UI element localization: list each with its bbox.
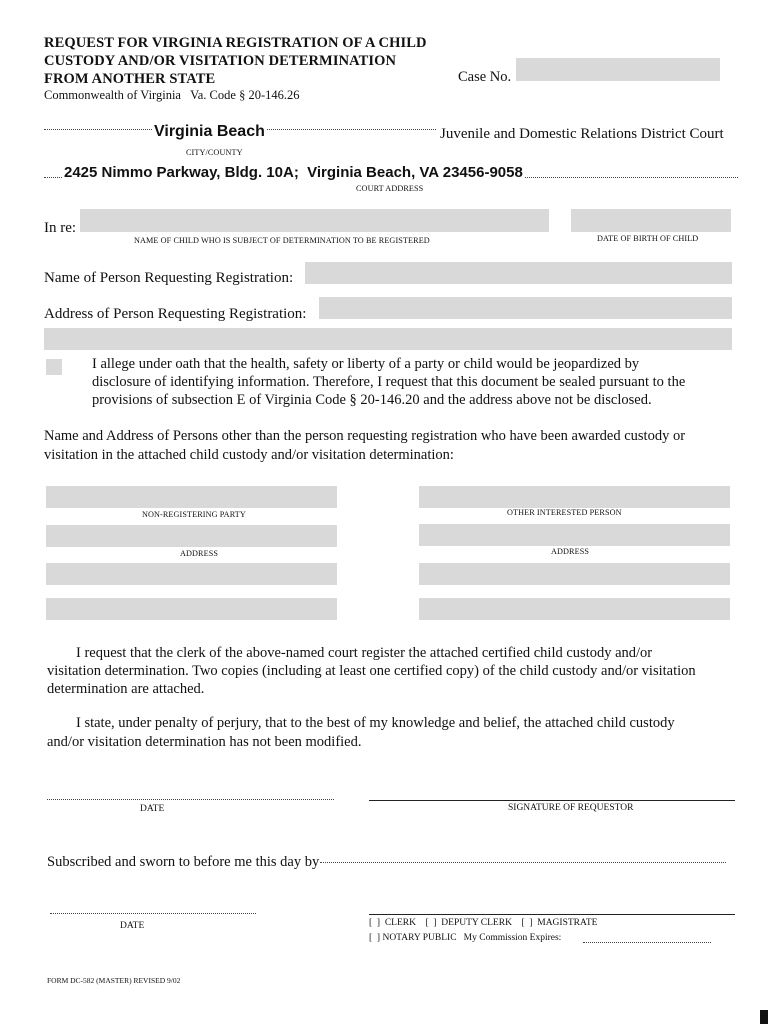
sworn-date-label: DATE	[120, 921, 145, 931]
form-title-line-3: FROM ANOTHER STATE	[44, 71, 216, 87]
sworn-date-line[interactable]	[50, 913, 256, 914]
non-registering-address-field-1[interactable]	[46, 525, 337, 547]
request-paragraph-line-2: visitation determination. Two copies (including at least one certified copy) of the child custody and/or visitation	[47, 663, 696, 679]
commission-expires-line[interactable]	[583, 942, 711, 943]
request-paragraph-line-3: determination are attached.	[47, 681, 205, 697]
perjury-statement-line-2: and/or visitation determination has not been modified.	[47, 734, 362, 750]
case-no-field[interactable]	[516, 58, 720, 81]
signature-label: SIGNATURE OF REQUESTOR	[508, 803, 634, 813]
non-registering-party-field[interactable]	[46, 486, 337, 508]
court-address-label: COURT ADDRESS	[356, 184, 424, 193]
requestor-address-label: Address of Person Requesting Registration:	[44, 306, 307, 322]
non-registering-party-label: NON-REGISTERING PARTY	[142, 510, 246, 519]
notary-commission-label[interactable]: [ ] NOTARY PUBLIC My Commission Expires:	[369, 933, 562, 943]
corner-mark	[760, 1010, 768, 1024]
requestor-name-label: Name of Person Requesting Registration:	[44, 270, 294, 286]
signature-line[interactable]	[369, 800, 735, 801]
child-dob-field[interactable]	[571, 209, 731, 232]
other-interested-person-label: OTHER INTERESTED PERSON	[507, 508, 622, 517]
officer-signature-line[interactable]	[369, 914, 735, 915]
requestor-address-field-1[interactable]	[319, 297, 732, 319]
sworn-statement: Subscribed and sworn to before me this day by	[47, 854, 320, 870]
form-subtitle: Commonwealth of Virginia Va. Code § 20-146.26	[44, 88, 300, 102]
other-interested-person-field[interactable]	[419, 486, 730, 508]
form-title-line-1: REQUEST FOR VIRGINIA REGISTRATION OF A CHILD	[44, 35, 427, 51]
court-type: Juvenile and Domestic Relations District Court	[440, 126, 724, 142]
seal-statement-line-1: I allege under oath that the health, safety or liberty of a party or child would be jeopardized by	[92, 356, 640, 372]
sworn-name-line[interactable]	[320, 862, 726, 863]
other-interested-address-field-3[interactable]	[419, 598, 730, 620]
child-name-field[interactable]	[80, 209, 549, 232]
child-name-label: NAME OF CHILD WHO IS SUBJECT OF DETERMINATION TO BE REGISTERED	[134, 236, 430, 245]
other-interested-address-field-1[interactable]	[419, 524, 730, 546]
court-address-value[interactable]: 2425 Nimmo Parkway, Bldg. 10A; Virginia Beach, VA 23456-9058	[64, 164, 523, 181]
date-label: DATE	[140, 804, 165, 814]
child-dob-label: DATE OF BIRTH OF CHILD	[597, 234, 699, 243]
officer-title-options[interactable]: [ ] CLERK [ ] DEPUTY CLERK [ ] MAGISTRATE	[369, 918, 598, 928]
requestor-address-field-2[interactable]	[44, 328, 732, 350]
other-interested-address-field-2[interactable]	[419, 563, 730, 585]
city-county-label: CITY/COUNTY	[186, 148, 243, 157]
non-registering-address-label: ADDRESS	[180, 549, 219, 558]
perjury-statement-line-1: I state, under penalty of perjury, that to the best of my knowledge and belief, the attached child custody	[76, 715, 675, 731]
requestor-name-field[interactable]	[305, 262, 732, 284]
seal-statement-line-2: disclosure of identifying information. Therefore, I request that this document be sealed pursuant to the	[92, 374, 686, 390]
others-intro-line-1: Name and Address of Persons other than the person requesting registration who have been awarded custody or	[44, 428, 686, 444]
date-line[interactable]	[47, 799, 334, 800]
other-interested-address-label: ADDRESS	[551, 547, 590, 556]
seal-request-checkbox[interactable]	[46, 359, 62, 375]
case-no-label: Case No.	[458, 69, 512, 85]
seal-statement-line-3: provisions of subsection E of Virginia Code § 20-146.20 and the address above not be disclosed.	[92, 392, 652, 408]
non-registering-address-field-3[interactable]	[46, 598, 337, 620]
form-id-footer: FORM DC-582 (MASTER) REVISED 9/02	[47, 976, 181, 985]
others-intro-line-2: visitation in the attached child custody and/or visitation determination:	[44, 447, 454, 463]
request-paragraph-line-1: I request that the clerk of the above-named court register the attached certified child custody and/or	[76, 645, 653, 661]
in-re-label: In re:	[44, 220, 77, 236]
city-county-value[interactable]: Virginia Beach	[154, 123, 265, 140]
non-registering-address-field-2[interactable]	[46, 563, 337, 585]
form-title-line-2: CUSTODY AND/OR VISITATION DETERMINATION	[44, 53, 397, 69]
